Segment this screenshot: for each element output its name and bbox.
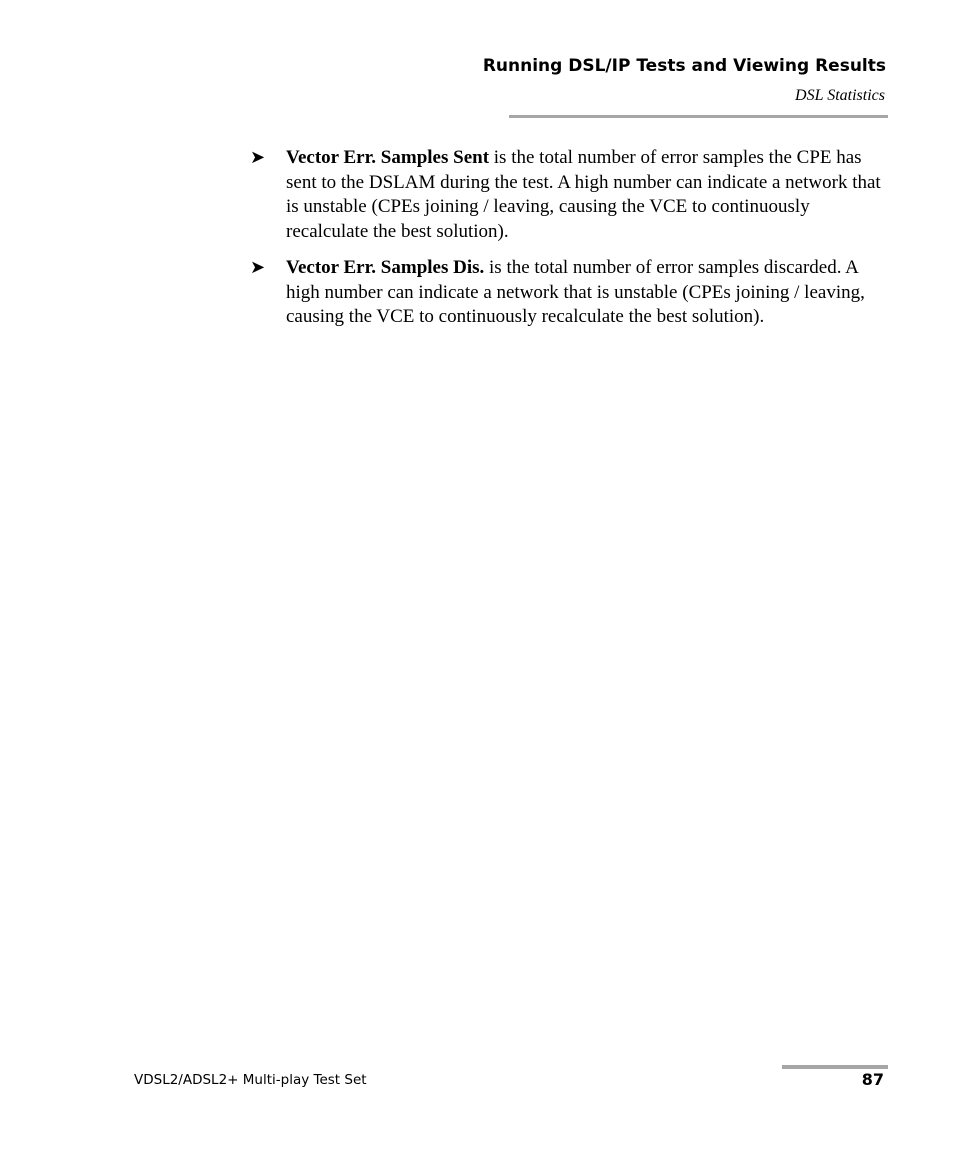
list-item [250,256,890,330]
bullet-list [250,146,890,342]
bullet-term: Vector Err. Samples Sent [286,147,490,168]
list-item [250,146,890,244]
bullet-description: is the total number of error samples discarded. A high number can indicate a network that is unstable (CPEs joining / leaving, causing the VCE to continuously recalculate the best solution). [286,257,865,327]
bullet-term: Vector Err. Samples Dis. [286,257,485,278]
arrow-bullet-icon: ➤ [250,257,266,278]
arrow-bullet-icon: ➤ [250,147,266,168]
header-divider [509,115,888,118]
section-title: DSL Statistics [795,87,885,104]
bullet-description: is the total number of error samples the CPE has sent to the DSLAM during the test. A high number can indicate a network that is unstable (CPEs joining / leaving, causing the VCE to continuously recalculate the best solution). [286,147,881,242]
page-number: 87 [861,1070,884,1089]
product-name: VDSL2/ADSL2+ Multi-play Test Set [134,1072,367,1088]
chapter-title: Running DSL/IP Tests and Viewing Results [482,56,886,76]
footer-divider [782,1065,888,1069]
